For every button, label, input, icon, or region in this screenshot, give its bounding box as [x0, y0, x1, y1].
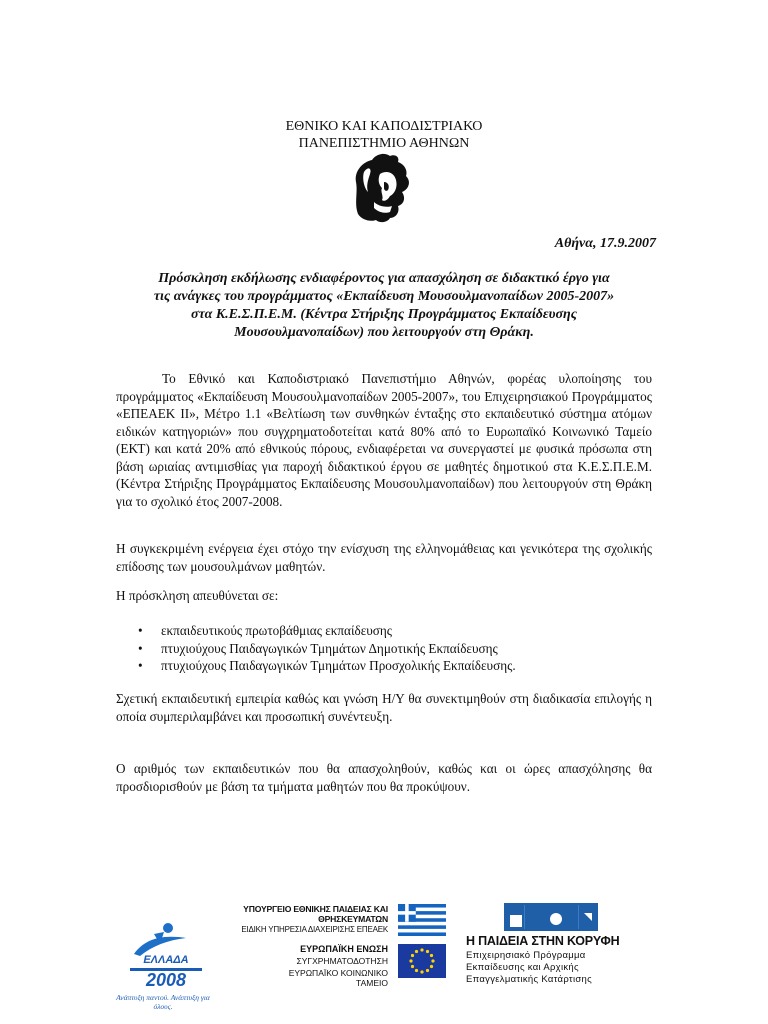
eu-flag-icon — [398, 944, 446, 978]
university-emblem-athena — [350, 152, 416, 224]
eu-line2: ΣΥΓΧΡΗΜΑΤΟΔΟΤΗΣΗ — [296, 956, 388, 966]
list-item: • πτυχιούχους Παιδαγωγικών Τμημάτων Προσχολικής Εκπαίδευσης. — [116, 657, 656, 675]
ellada-2008-logo — [112, 920, 214, 1010]
ministry-line1: ΥΠΟΥΡΓΕΙΟ ΕΘΝΙΚΗΣ ΠΑΙΔΕΙΑΣ ΚΑΙ ΘΡΗΣΚΕΥΜΑΤΩΝ — [243, 904, 388, 924]
paragraph-audience: Η πρόσκληση απευθύνεται σε: — [116, 588, 279, 603]
ministry-logo-text — [226, 904, 388, 934]
list-item: • εκπαιδευτικούς πρωτοβάθμιας εκπαίδευσης — [116, 622, 656, 640]
university-name — [0, 118, 768, 152]
document-subject — [100, 270, 668, 342]
eu-line1: ΕΥΡΩΠΑΪΚΗ ΕΝΩΣΗ — [300, 944, 388, 954]
greek-flag-icon — [398, 904, 446, 936]
paragraph-goal: Η συγκεκριμένη ενέργεια έχει στόχο την ενίσχυση της ελληνομάθειας και γενικότερα της σχολικής επίδοσης των μουσουλμάνων μαθητών. — [116, 541, 652, 574]
university-name-line1: ΕΘΝΙΚΟ ΚΑΙ ΚΑΠΟΔΙΣΤΡΙΑΚΟ — [285, 119, 483, 134]
document-date: Αθήνα, 17.9.2007 — [554, 236, 656, 251]
eu-logo-text — [266, 944, 388, 988]
subject-line: Μουσουλμανοπαίδων) που λειτουργούν στη Θράκη. — [234, 325, 534, 340]
ellada-text: ΕΛΛΑΔΑ — [143, 954, 189, 966]
subject-line: τις ανάγκες του προγράμματος «Εκπαίδευση Μουσουλμανοπαίδων 2005-2007» — [153, 289, 615, 304]
paideia-line1: Επιχειρησιακό Πρόγραμμα — [466, 950, 586, 961]
paideia-logo-icon — [504, 903, 598, 931]
paragraph-intro: Το Εθνικό και Καποδιστριακό Πανεπιστήμιο Αθηνών, φορέας υλοποίησης του προγράμματος «Εκπαίδευση Μουσουλμανοπαίδων 2005-2007», του Επιχειρησιακού Προγράμματος «ΕΠΕΑΕΚ ΙΙ», Μέτρο 1.1 «Βελτίωση των συνθηκών ένταξης στο εκπαιδευτικό σύστημα ατόμων ειδικών κατηγοριών» που συγχρηματοδοτείται κατά 80% από το Ευρωπαϊκό Κοινωνικό Ταμείο (ΕΚΤ) και κατά 20% από εθνικούς πόρους, ενδιαφέρεται να συνεργαστεί με φυσικά πρόσωπα στη βάση ωριαίας αντιμισθίας για παροχή διδακτικού έργου σε μαθητές δημοτικού στα Κ.Ε.Σ.Π.Ε.Μ. (Κέντρα Στήριξης Προγράμματος Εκπαίδευσης Μουσουλμανοπαίδων) που λειτουργούν στη Θράκη για το σχολικό έτος 2007-2008. — [116, 371, 652, 509]
eu-line3: ΕΥΡΩΠΑΪΚΟ ΚΟΙΝΩΝΙΚΟ ΤΑΜΕΙΟ — [288, 968, 388, 988]
list-item: • πτυχιούχους Παιδαγωγικών Τμημάτων Δημοτικής Εκπαίδευσης — [116, 640, 656, 658]
subject-line: Πρόσκληση εκδήλωσης ενδιαφέροντος για απασχόληση σε διδακτικό έργο για — [158, 271, 610, 286]
paideia-line3: Επαγγελματικής Κατάρτισης — [466, 974, 592, 985]
paideia-title: Η ΠΑΙΔΕΙΑ ΣΤΗΝ ΚΟΡΥΦΗ — [466, 934, 620, 948]
subject-line: στα Κ.Ε.Σ.Π.Ε.Μ. (Κέντρα Στήριξης Προγράμματος Εκπαίδευσης — [191, 307, 577, 322]
paragraph-experience: Σχετική εκπαιδευτική εμπειρία καθώς και γνώση Η/Υ θα συνεκτιμηθούν στη διαδικασία επιλογής η οποία συμπεριλαμβάνει και προσωπική συνέντευξη. — [116, 691, 652, 724]
paideia-line2: Εκπαίδευσης και Αρχικής — [466, 962, 579, 973]
paragraph-positions: Ο αριθμός των εκπαιδευτικών που θα απασχοληθούν, καθώς και οι ώρες απασχόλησης θα προσδιορισθούν με βάση τα τμήματα μαθητών που θα προκύψουν. — [116, 761, 652, 794]
paideia-logo-text — [466, 934, 626, 985]
ellada-year: 2008 — [145, 970, 187, 990]
ellada-swoosh-icon — [130, 920, 190, 956]
ellada-slogan: Ανάπτυξη παντού. Ανάπτυξη για όλους. — [116, 993, 210, 1011]
audience-list — [116, 622, 656, 675]
ministry-line2: ΕΙΔΙΚΗ ΥΠΗΡΕΣΙΑ ΔΙΑΧΕΙΡΙΣΗΣ ΕΠΕΑΕΚ — [241, 925, 388, 934]
university-name-line2: ΠΑΝΕΠΙΣΤΗΜΙΟ ΑΘΗΝΩΝ — [298, 136, 470, 151]
